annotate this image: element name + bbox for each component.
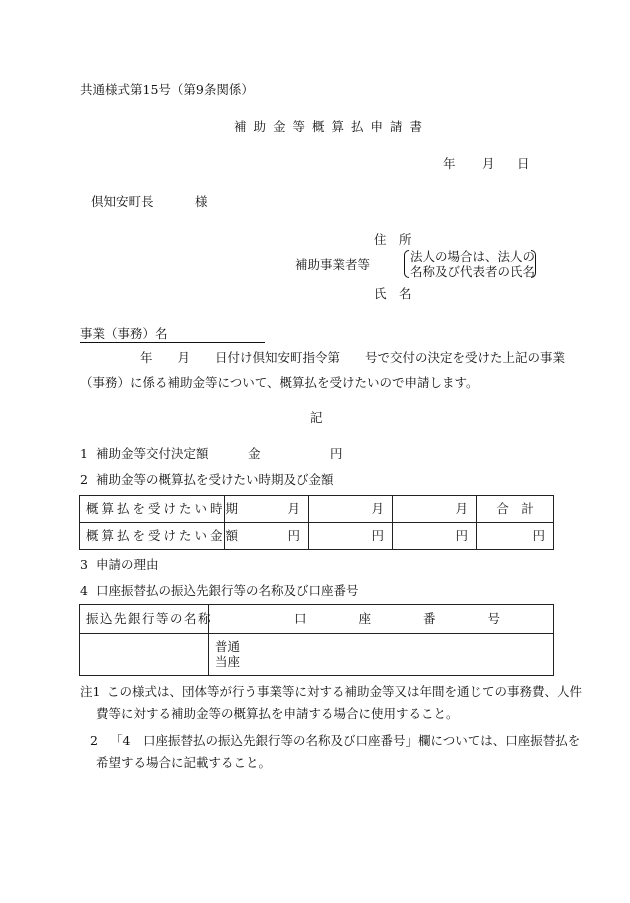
address-label: 住 所 bbox=[374, 232, 412, 247]
note2-line1: 「4 口座振替払の振込先銀行等の名称及び口座番号」欄については、口座振替払を bbox=[110, 733, 581, 748]
applicant-role-label: 補助事業者等 bbox=[295, 257, 371, 272]
form-number: 共通様式第15号（第9条関係） bbox=[80, 82, 254, 97]
amount-row-header: 概算払を受けたい金額 bbox=[80, 523, 225, 550]
open-bracket bbox=[404, 250, 409, 278]
note1-line1: この様式は、団体等が行う事業等に対する補助金等又は年間を通じての事務費、人件 bbox=[107, 684, 583, 699]
close-bracket bbox=[531, 250, 536, 278]
account-header-char-1: 口 bbox=[294, 610, 307, 626]
item1-label: 補助金等交付決定額 bbox=[96, 446, 209, 461]
bank-name-header: 振込先銀行等の名称 bbox=[80, 605, 209, 634]
amount-cell-total: 円 bbox=[477, 523, 554, 550]
amount-cell-1: 円 bbox=[225, 523, 309, 550]
project-name-label: 事業（事務）名 bbox=[80, 326, 168, 341]
account-header-char-2: 座 bbox=[358, 610, 372, 626]
payment-amount-row bbox=[80, 523, 554, 550]
item3-label: 申請の理由 bbox=[96, 557, 159, 572]
addressee-name: 倶知安町長 bbox=[91, 194, 154, 209]
timing-cell-1: 月 bbox=[225, 496, 309, 523]
date-year-label: 年 bbox=[443, 156, 456, 171]
total-header: 合 計 bbox=[477, 496, 554, 523]
item1-yen: 円 bbox=[330, 446, 343, 461]
item1-kin: 金 bbox=[248, 446, 261, 461]
body-line1: 年 月 日付け倶知安町指令第 号で交付の決定を受けた上記の事業 bbox=[140, 350, 566, 365]
account-number-header bbox=[209, 605, 554, 634]
project-name-underline bbox=[80, 342, 265, 343]
date-month-label: 月 bbox=[482, 156, 495, 171]
item4-num: 4 bbox=[80, 583, 88, 598]
bank-entry-row bbox=[80, 634, 554, 676]
account-header-char-3: 番 bbox=[423, 610, 436, 626]
ki-heading: 記 bbox=[310, 410, 323, 425]
corp-note-line1: 法人の場合は、法人の bbox=[410, 249, 536, 264]
item2-num: 2 bbox=[80, 472, 88, 487]
body-line2: （事務）に係る補助金等について、概算払を受けたいので申請します。 bbox=[80, 375, 479, 390]
account-number-cell[interactable] bbox=[209, 634, 554, 676]
addressee-suffix: 様 bbox=[195, 194, 208, 209]
item4-label: 口座振替払の振込先銀行等の名称及び口座番号 bbox=[96, 583, 359, 598]
item3-num: 3 bbox=[80, 557, 88, 572]
note2-line2: 希望する場合に記載すること。 bbox=[96, 755, 272, 770]
amount-cell-2: 円 bbox=[309, 523, 393, 550]
corp-note-line2: 名称及び代表者の氏名 bbox=[410, 264, 536, 279]
payment-timing-row bbox=[80, 496, 554, 523]
note2-prefix: 2 bbox=[90, 733, 98, 748]
bank-name-cell[interactable] bbox=[80, 634, 209, 676]
page-title: 補助金等概算払申請書 bbox=[234, 119, 430, 134]
payment-table bbox=[79, 495, 554, 550]
bank-table bbox=[79, 604, 554, 676]
item1-num: 1 bbox=[80, 446, 88, 461]
note1-line2: 費等に対する補助金等の概算払を申請する場合に使用すること。 bbox=[96, 706, 459, 721]
timing-cell-2: 月 bbox=[309, 496, 393, 523]
bank-header-row bbox=[80, 605, 554, 634]
timing-cell-3: 月 bbox=[393, 496, 477, 523]
name-label: 氏 名 bbox=[374, 286, 412, 301]
note1-prefix: 注1 bbox=[80, 684, 101, 699]
timing-row-header: 概算払を受けたい時期 bbox=[80, 496, 225, 523]
date-day-label: 日 bbox=[517, 156, 530, 171]
amount-cell-3: 円 bbox=[393, 523, 477, 550]
item2-label: 補助金等の概算払を受けたい時期及び金額 bbox=[96, 472, 334, 487]
account-type-checking: 当座 bbox=[215, 654, 241, 669]
account-header-char-4: 号 bbox=[487, 610, 501, 626]
account-type-ordinary: 普通 bbox=[215, 639, 241, 654]
